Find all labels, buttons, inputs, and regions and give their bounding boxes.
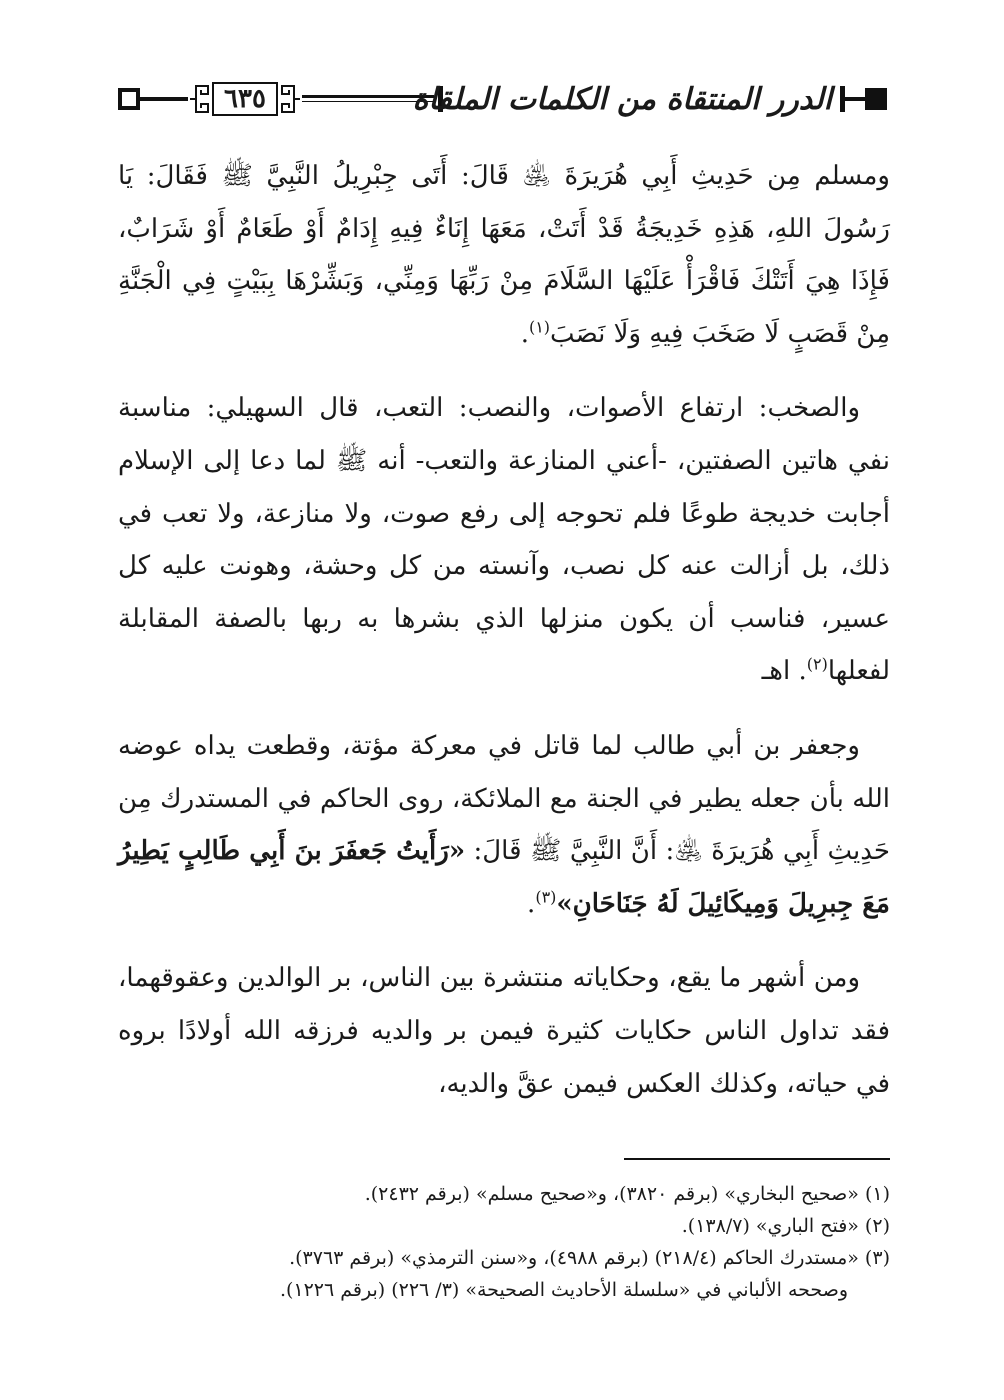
header-square-ornament-right — [865, 88, 887, 110]
footnote-ref-3[interactable]: (٣) — [535, 887, 557, 907]
header-rule-right — [845, 97, 865, 101]
paragraph — [118, 382, 890, 698]
header-fret-ornament-left — [188, 80, 212, 118]
footnote-ref-2[interactable]: (٢) — [806, 654, 828, 674]
paragraph — [118, 720, 890, 930]
paragraph — [118, 952, 890, 1110]
hadith-quote: «رَأَيتُ جَعفَرَ بنَ أَبِي طَالِبٍ يَطِيرُ مَعَ جِبرِيلَ وَمِيكَائِيلَ لَهُ جَنَاحَانِ» — [118, 836, 890, 919]
paragraph-text: والصخب: ارتفاع الأصوات، والنصب: التعب، قال السهيلي: مناسبة نفي هاتين الصفتين، -أعني المنازعة والتعب- أنه ﷺ لما دعا إلى الإسلام أجابت خديجة طوعًا فلم تحوجه إلى رفع صوت، ولا منازعة، ولا تعب في ذلك، بل أزالت عنه كل نصب، وآنسته من كل وحشة، وهونت عليه كل عسير، فناسب أن يكون منزلها الذي بشرها به ربها بالصفة المقابلة لفعلها — [118, 393, 890, 687]
footnotes — [118, 1178, 890, 1306]
footnote-2: (٢) «فتح الباري» (١٣٨/٧). — [681, 1215, 890, 1237]
footnote-3-continuation: وصححه الألباني في «سلسلة الأحاديث الصحيحة» (٣/ ٢٢٦) (برقم ١٢٢٦). — [279, 1279, 848, 1301]
footnote-3: (٣) «مستدرك الحاكم (٢١٨/٤) (برقم ٤٩٨٨)، و«سنن الترمذي» (برقم ٣٧٦٣). — [289, 1247, 890, 1269]
page-body — [118, 150, 890, 1110]
header-square-ornament-left — [118, 88, 140, 110]
paragraph-text: . — [527, 888, 536, 919]
running-header — [118, 80, 890, 124]
page-number: ٦٣٥ — [224, 84, 266, 114]
paragraph-text: ومن أشهر ما يقع، وحكاياته منتشرة بين الناس، بر الوالدين وعقوقهما، فقد تداول الناس حكايات كثيرة فيمن بر والديه فرزقه الله أولادًا بروه في حياته، وكذلك العكس فيمن عقَّ والديه، — [118, 963, 890, 1099]
footnote-1: (١) «صحيح البخاري» (برقم ٣٨٢٠)، و«صحيح مسلم» (برقم ٢٤٣٢). — [364, 1183, 890, 1205]
paragraph-text: . — [520, 318, 529, 349]
paragraph-text: . اهـ — [761, 656, 807, 687]
page-number-box — [212, 82, 278, 116]
paragraph-text: وجعفر بن أبي طالب لما قاتل في معركة مؤتة، وقطعت يداه عوضه الله بأن جعله يطير في الجنة مع الملائكة، روى الحاكم في المستدرك مِن حَدِيثِ أَبِي هُرَيرَةَ ﵁: أَنَّ النَّبِيَّ ﷺ قَالَ: — [118, 730, 890, 867]
paragraph — [118, 150, 890, 360]
footnote-ref-1[interactable]: (١) — [528, 317, 551, 337]
header-rule — [140, 97, 188, 101]
paragraph-text: ومسلم مِن حَدِيثِ أَبِي هُرَيرَةَ ﵁ قَالَ: أَتَى جِبْرِيلُ النَّبِيَّ ﷺ فَقَالَ: يَا رَسُولَ اللهِ، هَذِهِ خَدِيجَةُ قَدْ أَتَتْ، مَعَهَا إِنَاءٌ فِيهِ إِدَامٌ أَوْ طَعَامٌ أَوْ شَرَابٌ، فَإِذَا هِيَ أَتَتْكَ فَاقْرَأْ عَلَيْهَا السَّلَامَ مِنْ رَبِّهَا وَمِنِّي، وَبَشِّرْهَا بِبَيْتٍ فِي الْجَنَّةِ مِنْ قَصَبٍ لَا صَخَبَ فِيهِ وَلَا نَصَبَ — [118, 161, 890, 349]
book-title: الدرر المنتقاة من الكلمات الملقاة — [412, 82, 832, 117]
footnote-separator — [624, 1158, 890, 1160]
header-fret-ornament-right — [278, 80, 302, 118]
